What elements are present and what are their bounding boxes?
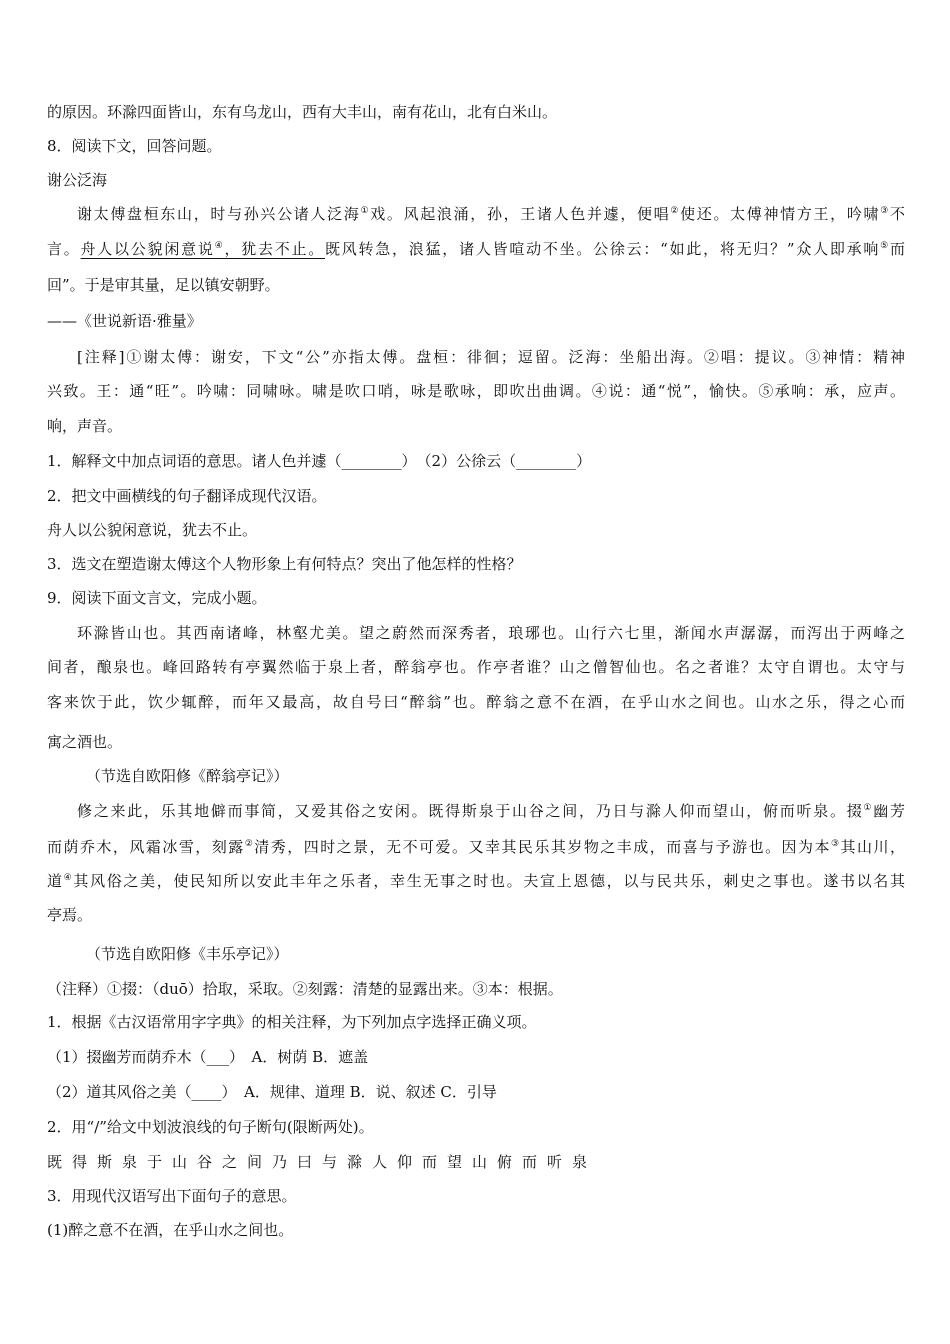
passage-line — [47, 837, 905, 857]
question-item: 3．选文在塑造谢太傅这个人物形象上有何特点？突出了他怎样的性格？ — [47, 555, 522, 573]
question-item: 2．用“/”给文中划波浪线的句子断句(限断两处)。 — [47, 1118, 374, 1136]
text: 戏。风起浪涌，孙，王诸人色并遽，便唱 — [370, 205, 671, 223]
footnote-ref: ④ — [63, 873, 74, 883]
text: 而 — [889, 240, 905, 258]
passage-line: 亭焉。 — [47, 906, 93, 924]
question-item: 2．把文中画横线的句子翻译成现代汉语。 — [47, 487, 327, 505]
text: 幽芳 — [873, 802, 905, 820]
text: ，犹去不止。 — [224, 240, 325, 258]
text: 而荫乔木，风霜冰雪，刻露 — [47, 838, 245, 856]
footnote-ref: ① — [863, 803, 874, 813]
footnote-ref: ② — [244, 839, 255, 849]
passage-line: 寓之酒也。 — [47, 733, 123, 751]
footnote-ref: ② — [670, 206, 681, 216]
text: 其山川， — [840, 838, 905, 856]
source-citation: ——《世说新语·雅量》 — [47, 312, 202, 330]
passage-line: 客来饮于此，饮少辄醉，而年又最高，故自号曰“醉翁”也。醉翁之意不在酒，在乎山水之间也。山水之乐，得之心而 — [47, 693, 905, 711]
footnote-ref: ③ — [830, 839, 841, 849]
question-item: 3．用现代汉语写出下面句子的意思。 — [47, 1187, 297, 1205]
question-sentence: (1)醉之意不在酒，在乎山水之间也。 — [47, 1221, 294, 1239]
question-item: 1．根据《古汉语常用字字典》的相关注释，为下列加点字选择正确义项。 — [47, 1013, 537, 1031]
question-item: （2）道其风俗之美（____） A．规律、道理 B．说、叙述 C．引导 — [47, 1083, 497, 1101]
question-sentence: 舟人以公貌闲意说，犹去不止。 — [47, 521, 258, 539]
text: 其风俗之美，使民知所以安此丰年之乐者，幸生无事之时也。夫宣上恩德，以与民共乐，刺史之事也。遂书以名其 — [73, 872, 905, 890]
text: 舟人以公貌闲意说 — [80, 240, 215, 258]
passage-line: 回”。于是审其量，足以镇安朝野。 — [47, 276, 280, 294]
passage-line — [77, 204, 905, 224]
text: 既风转急，浪猛，诸人皆喧动不坐。公徐云：“如此，将无归？”众人即承响 — [325, 240, 881, 258]
text: 道 — [47, 872, 64, 890]
text: 谢太傅盘桓东山，时与孙兴公诸人泛海 — [77, 205, 361, 223]
annotation-line: （注释）①掇：（duō）拾取，采取。②刻露：清楚的显露出来。③本：根据。 — [47, 980, 563, 998]
source-citation: （节选自欧阳修《丰乐亭记》） — [86, 945, 289, 963]
text-line: 的原因。环滁四面皆山，东有乌龙山，西有大丰山，南有花山，北有白米山。 — [47, 103, 558, 121]
text: 言。 — [47, 240, 81, 258]
passage-line: 环滁皆山也。其西南诸峰，林壑尤美。望之蔚然而深秀者，琅琊也。山行六七里，渐闻水声潺潺，而泻出于两峰之 — [77, 624, 905, 642]
underlined-sentence — [81, 240, 325, 258]
question-item: （1）掇幽芳而荫乔木（___） A．树荫 B．遮盖 — [47, 1048, 369, 1066]
footnote-ref: ⑤ — [880, 241, 890, 251]
question-item: 1．解释文中加点词语的意思。诸人色并遽（________） （2）公徐云（________） — [47, 452, 592, 470]
passage-title: 谢公泛海 — [47, 171, 108, 189]
text: 修之来此，乐其地僻而事简，又爱其俗之安闲。既得斯泉于山谷之间，乃日与滁人仰而望山，俯而听泉。掇 — [77, 802, 864, 820]
passage-line — [47, 239, 905, 259]
passage-line: 间者，酿泉也。峰回路转有亭翼然临于泉上者，醉翁亭也。作亭者谁？山之僧智仙也。名之者谁？太守自谓也。太守与 — [47, 658, 905, 676]
text: 不 — [889, 205, 905, 223]
footnote-ref: ③ — [880, 206, 890, 216]
annotation-line: 兴致。王：通“旺”。吟啸：同啸咏。啸是吹口哨，咏是歌咏，即吹出曲调。④说：通“悦”，愉快。⑤承响：承，应声。 — [47, 382, 905, 400]
annotation-line: [注释]①谢太傅：谢安，下文“公”亦指太傅。盘桓：徘徊；逗留。泛海：坐船出海。②唱：提议。③神情：精神 — [77, 348, 905, 366]
question-9-heading: 9．阅读下面文言文，完成小题。 — [47, 589, 267, 607]
passage-line — [47, 871, 905, 891]
passage-line — [77, 801, 905, 821]
source-citation: （节选自欧阳修《醉翁亭记》） — [86, 767, 289, 785]
question-8-heading: 8．阅读下文，回答问题。 — [47, 137, 222, 155]
text: 使还。太傅神情方王，吟啸 — [680, 205, 881, 223]
sentence-to-punctuate: 既得斯泉于山谷之间乃曰与滁人仰而望山俯而听泉 — [47, 1153, 598, 1171]
footnote-ref: ① — [360, 206, 371, 216]
annotation-line: 响，声音。 — [47, 417, 123, 435]
text: 清秀，四时之景，无不可爱。又幸其民乐其岁物之丰成，而喜与予游也。因为本 — [254, 838, 831, 856]
footnote-ref: ④ — [214, 241, 225, 251]
